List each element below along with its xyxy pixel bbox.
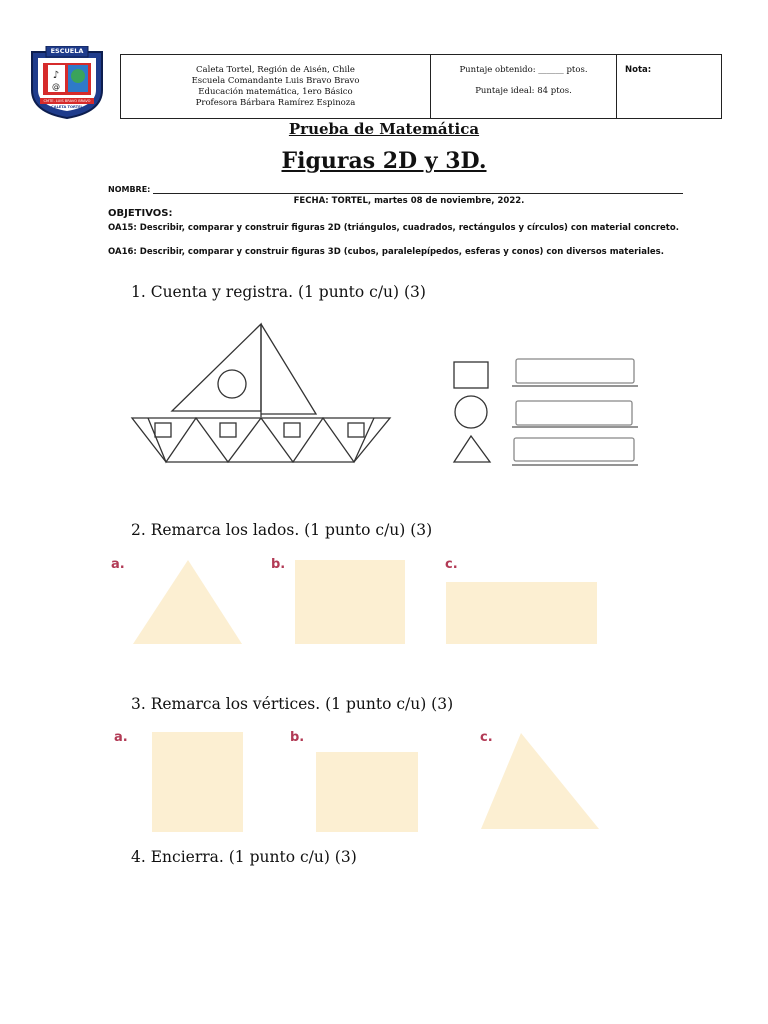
circle-icon <box>455 396 487 428</box>
score-ideal: Puntaje ideal: 84 ptos. <box>475 86 572 96</box>
q3-square[interactable] <box>316 752 418 832</box>
q3-letter-a: a. <box>114 730 128 745</box>
logo-ring-text: CMTE. LUIS BRAVO BRAVO <box>43 99 91 103</box>
score-cell <box>431 55 617 118</box>
square-icon <box>454 362 488 388</box>
q2-letter-b: b. <box>271 557 286 572</box>
q2-square[interactable] <box>295 560 405 644</box>
school-line: Caleta Tortel, Región de Aisén, Chile <box>196 64 355 75</box>
answer-box-circles[interactable] <box>516 401 632 425</box>
q2-rectangle[interactable] <box>446 582 597 644</box>
objetivos-heading: OBJETIVOS: <box>108 208 173 219</box>
q2-letter-c: c. <box>445 557 458 572</box>
q2-triangle[interactable] <box>133 560 243 649</box>
nombre-label: NOMBRE: <box>108 185 151 194</box>
svg-text:@: @ <box>52 82 60 91</box>
school-logo <box>28 46 106 120</box>
triangle-icon <box>454 436 490 462</box>
school-line: Educación matemática, 1ero Básico <box>198 86 353 97</box>
logo-bottom-text: CALETA TORTEL <box>51 105 83 109</box>
school-line: Escuela Comandante Luis Bravo Bravo <box>191 75 360 86</box>
school-info-cell <box>121 55 431 118</box>
q2-letter-a: a. <box>111 557 125 572</box>
svg-text:♪: ♪ <box>52 70 60 81</box>
nombre-line[interactable] <box>153 185 683 194</box>
fecha-text: FECHA: TORTEL, martes 08 de noviembre, 2022. <box>293 196 525 206</box>
answer-box-squares[interactable] <box>516 359 634 383</box>
question-2: 2. Remarca los lados. (1 punto c/u) (3) <box>131 521 433 539</box>
objetivo-oa16: OA16: Describir, comparar y construir figuras 3D (cubos, paralelepípedos, esferas y conos) con diversos materiales. <box>108 247 664 257</box>
answer-box-triangles[interactable] <box>514 438 634 461</box>
score-obtained[interactable]: Puntaje obtenido: ______ ptos. <box>459 65 588 75</box>
grade-cell[interactable] <box>617 55 721 118</box>
question-4: 4. Encierra. (1 punto c/u) (3) <box>131 848 357 866</box>
count-table <box>450 356 642 472</box>
page-subtitle: Figuras 2D y 3D. <box>281 148 487 174</box>
question-3: 3. Remarca los vértices. (1 punto c/u) (3) <box>131 695 454 713</box>
school-line: Profesora Bárbara Ramírez Espinoza <box>195 97 356 108</box>
page-title: Prueba de Matemática <box>288 120 480 138</box>
grade-label: Nota: <box>625 65 652 75</box>
header-table <box>120 54 722 119</box>
q3-triangle[interactable] <box>481 733 600 834</box>
question-1: 1. Cuenta y registra. (1 punto c/u) (3) <box>131 283 426 301</box>
q3-letter-c: c. <box>480 730 493 745</box>
nombre-field[interactable] <box>108 185 683 194</box>
q3-letter-b: b. <box>290 730 305 745</box>
logo-banner-text: ESCUELA <box>50 47 84 55</box>
q3-rectangle[interactable] <box>152 732 243 832</box>
objetivo-oa15: OA15: Describir, comparar y construir figuras 2D (triángulos, cuadrados, rectángulos y círculos) con material concreto. <box>108 223 679 233</box>
boat-figure <box>128 322 393 471</box>
